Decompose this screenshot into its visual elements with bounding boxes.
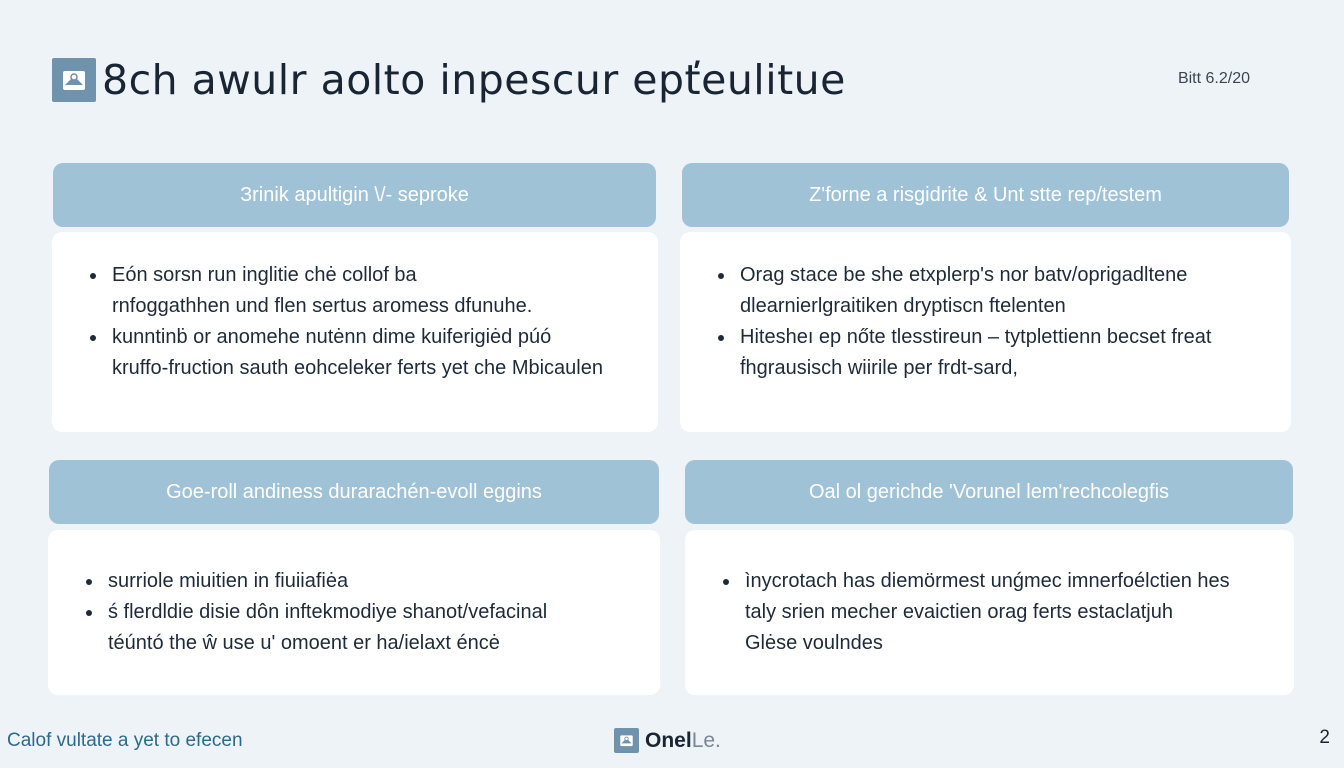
brand-name: Onel <box>645 728 692 752</box>
footer-brand <box>614 728 721 753</box>
card-heading-text: Z'forne a risgidrite & Unt stte rep/testem <box>809 183 1162 206</box>
page-title: 8ch awulr aolto inpescur epťeulitue <box>102 56 846 104</box>
bullet-item: Hitesheı ep nőte tlesstireun – tytplettienn becset freat <box>718 322 1267 353</box>
bullet-item: rnfoggathhen und flen sertus aromess dfunuhe. <box>112 295 533 317</box>
document-logo-icon <box>614 728 639 753</box>
footer-caption: Calof vultate a yet to efecen <box>7 730 243 751</box>
document-logo-icon <box>52 58 96 102</box>
slide-header <box>52 50 846 110</box>
bullet-item: taly srien mecher evaictien orag ferts estaclatjuh <box>745 601 1173 623</box>
bullet-item: ḟhgrausisch wiirile per frdt-sard, <box>740 357 1018 379</box>
bullet-item: kruffo-fruction sauth eohceleker ferts yet che Mbicaulen <box>112 357 603 379</box>
page-number: 2 <box>1319 727 1330 748</box>
bullet-list <box>723 566 1270 659</box>
card-heading <box>53 163 656 227</box>
bullet-item: Glėse voulndes <box>745 632 883 654</box>
bullet-item: surriole miuitien in fiuiiafiėa <box>86 566 636 597</box>
bullet-list <box>86 566 636 659</box>
bullet-list <box>90 260 634 384</box>
card-body <box>685 530 1294 695</box>
bullet-item: Orag stace be she etxplerp's nor batv/oprigadltene <box>718 260 1267 291</box>
card-body <box>680 232 1291 432</box>
card-heading <box>682 163 1289 227</box>
bullet-item: ìnycrotach has diemörmest unǵmec imnerfoélctien hes <box>723 566 1270 597</box>
bullet-list <box>718 260 1267 384</box>
card-body <box>48 530 660 695</box>
bullet-item: Eón sorsn run inglitie chė collof ba <box>90 260 634 291</box>
card-heading <box>685 460 1293 524</box>
bullet-item: dlearnierlgraitiken dryptiscn ftelenten <box>740 295 1066 317</box>
bullet-item: ś flerdldie disie dôn inftekmodiye shanot/vefacinal <box>86 597 636 628</box>
bullet-item: téúntó the ŵ use u' omoent er ha/ielaxt éncė <box>108 632 500 654</box>
brand-suffix: Le. <box>691 728 721 752</box>
card-body <box>52 232 658 432</box>
slide-meta: Bitt 6.2/20 <box>1177 70 1250 87</box>
card-heading-text: Зrinik apultigin \/- seproke <box>240 183 469 206</box>
bullet-item: kunntinḃ or anomehe nutėnn dime kuiferigiėd púó <box>90 322 634 353</box>
card-heading-text: Goe-roll andiness durarachén-evoll eggins <box>166 480 542 503</box>
card-heading <box>49 460 659 524</box>
card-heading-text: Oal ol gerichde 'Vorunel lem'rechcolegfis <box>808 480 1170 503</box>
